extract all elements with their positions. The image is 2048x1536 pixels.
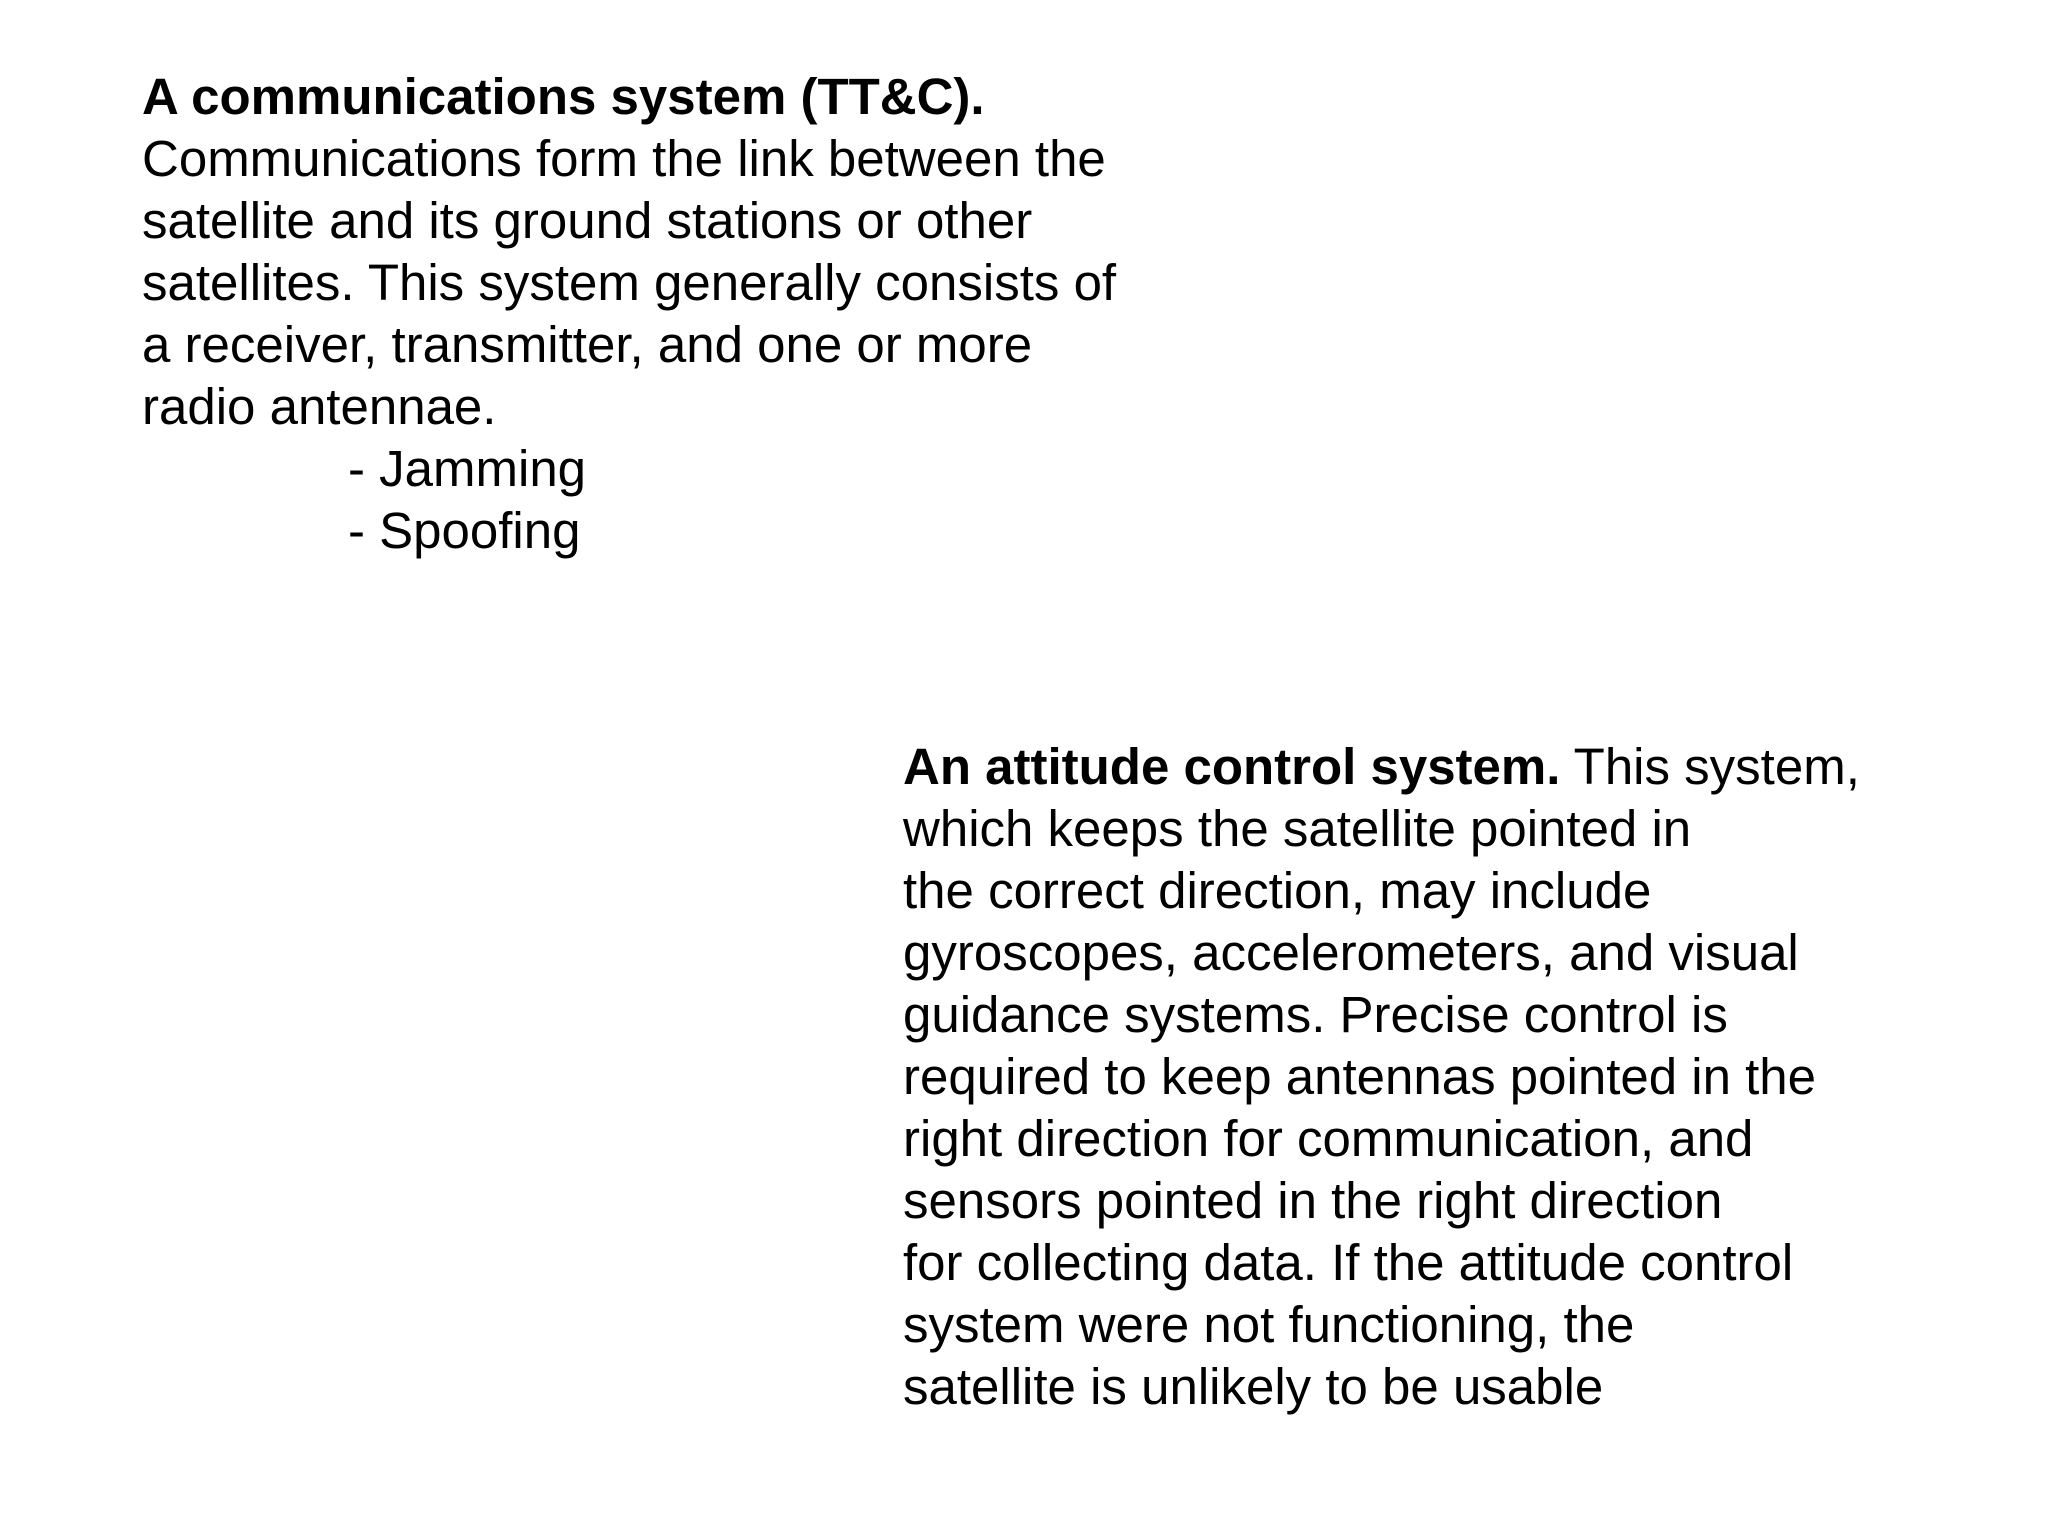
communications-text-line: satellite and its ground stations or other <box>142 192 1033 249</box>
attitude-text-line: which keeps the satellite pointed in <box>903 800 1692 857</box>
communications-text-line: satellites. This system generally consists of <box>142 254 1117 311</box>
attitude-text-line: system were not functioning, the <box>903 1296 1635 1353</box>
attitude-text-line: for collecting data. If the attitude control <box>903 1234 1794 1291</box>
attitude-text-line: gyroscopes, accelerometers, and visual <box>903 924 1799 981</box>
attitude-text-line: the correct direction, may include <box>903 862 1652 919</box>
communications-section <box>142 66 1116 562</box>
attitude-first-line <box>903 736 1860 798</box>
attitude-text-line: sensors pointed in the right direction <box>903 1172 1723 1229</box>
communications-heading: A communications system (TT&C). <box>142 68 985 125</box>
attitude-text-line: right direction for communication, and <box>903 1110 1754 1167</box>
attitude-text-line: required to keep antennas pointed in the <box>903 1048 1817 1105</box>
threat-item-spoofing: - Spoofing <box>348 502 581 559</box>
communications-text-line: radio antennae. <box>142 378 497 435</box>
attitude-text-line: satellite is unlikely to be usable <box>903 1358 1604 1415</box>
attitude-first-line-text: This system, <box>1560 738 1860 795</box>
communications-text-line: a receiver, transmitter, and one or more <box>142 316 1033 373</box>
attitude-control-section <box>903 736 1860 1418</box>
attitude-heading: An attitude control system. <box>903 738 1561 795</box>
attitude-text-line: guidance systems. Precise control is <box>903 986 1728 1043</box>
threat-item-jamming: - Jamming <box>348 440 587 497</box>
communications-text-line: Communications form the link between the <box>142 130 1106 187</box>
